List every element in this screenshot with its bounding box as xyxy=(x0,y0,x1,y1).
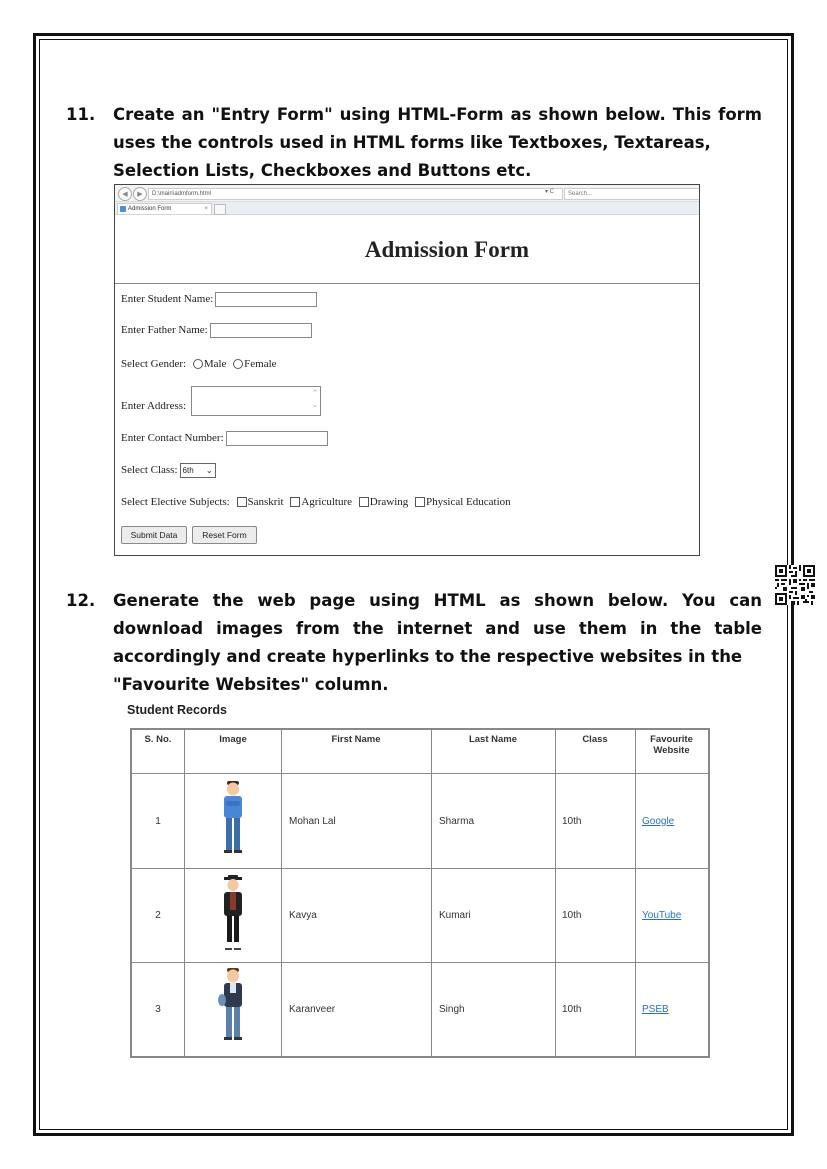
first-name: Karanveer xyxy=(282,963,432,1057)
student-image xyxy=(185,963,282,1057)
student-name-input[interactable] xyxy=(215,292,317,307)
reset-button[interactable]: Reset Form xyxy=(192,526,257,544)
admission-form-screenshot xyxy=(114,184,700,556)
divider xyxy=(115,283,699,284)
address-textarea[interactable] xyxy=(191,386,321,416)
agriculture-checkbox[interactable] xyxy=(290,497,300,507)
refresh-icon[interactable]: ▾ C xyxy=(545,189,555,195)
new-tab-button[interactable] xyxy=(214,204,226,215)
class-row: Select Class: 6th ⌄ xyxy=(121,463,216,478)
student-records-table xyxy=(130,728,710,1058)
website-link[interactable]: PSEB xyxy=(642,1003,669,1015)
contact-number-input[interactable] xyxy=(226,431,328,446)
column-header: Class xyxy=(556,729,636,774)
search-input[interactable]: Search... xyxy=(564,188,700,200)
page-icon xyxy=(120,206,126,212)
table-header-row xyxy=(131,729,709,774)
table-row xyxy=(131,869,709,963)
chevron-down-icon: ⌄ xyxy=(205,466,213,475)
physical-education-checkbox[interactable] xyxy=(415,497,425,507)
class: 10th xyxy=(556,869,636,963)
url-field[interactable]: D:\main\admform.html xyxy=(148,188,563,200)
student-image xyxy=(185,774,282,869)
father-name-input[interactable] xyxy=(210,323,312,338)
tab-admission-form[interactable]: Admission Form × xyxy=(117,203,212,214)
student-figure-icon xyxy=(218,875,248,953)
form-title: Admission Form xyxy=(364,237,530,262)
class-select[interactable]: 6th ⌄ xyxy=(180,463,216,478)
father-name-row: Enter Father Name: xyxy=(121,323,312,338)
qr-code-icon xyxy=(775,565,815,605)
question-number: 11. xyxy=(66,105,96,124)
textarea-scrollbar[interactable]: ⌃ ⌄ xyxy=(312,389,318,409)
close-icon[interactable]: × xyxy=(204,206,208,212)
column-header: Favourite Website xyxy=(636,729,710,774)
question-text: Create an "Entry Form" using HTML-Form as shown below. This form uses the controls used in HTML forms like Textboxes, Textareas, Selection Lists, Checkboxes and Buttons etc. xyxy=(113,105,762,180)
first-name: Mohan Lal xyxy=(282,774,432,869)
browser-tab-bar xyxy=(115,202,699,215)
last-name: Kumari xyxy=(432,869,556,963)
forward-icon[interactable]: ▶ xyxy=(133,187,147,201)
address-label: Enter Address: xyxy=(121,400,187,412)
serial-number: 3 xyxy=(131,963,185,1057)
back-icon[interactable]: ◀ xyxy=(118,187,132,201)
student-name-row: Enter Student Name: xyxy=(121,292,317,307)
student-figure-icon xyxy=(218,781,248,859)
contact-row: Enter Contact Number: xyxy=(121,431,328,446)
sanskrit-checkbox[interactable] xyxy=(237,497,247,507)
student-image xyxy=(185,869,282,963)
student-figure-icon xyxy=(217,968,249,1048)
column-header: S. No. xyxy=(131,729,185,774)
serial-number: 1 xyxy=(131,774,185,869)
question-text: Generate the web page using HTML as shown below. You can download images from the internet and use them in the table accordingly and create hyperlinks to the respective websites in the "Favourite Websites" column. xyxy=(113,591,762,694)
gender-male-radio[interactable] xyxy=(193,359,203,369)
subjects-row: Select Elective Subjects: Sanskrit Agriculture Drawing Physical Education xyxy=(121,496,511,508)
last-name: Sharma xyxy=(432,774,556,869)
browser-address-bar xyxy=(115,185,699,202)
column-header: First Name xyxy=(282,729,432,774)
gender-female-radio[interactable] xyxy=(233,359,243,369)
table-row xyxy=(131,774,709,869)
serial-number: 2 xyxy=(131,869,185,963)
website-link[interactable]: Google xyxy=(642,815,675,827)
column-header: Last Name xyxy=(432,729,556,774)
first-name: Kavya xyxy=(282,869,432,963)
column-header: Image xyxy=(185,729,282,774)
question-12 xyxy=(66,587,762,699)
gender-row: Select Gender: Male Female xyxy=(121,358,277,370)
last-name: Singh xyxy=(432,963,556,1057)
table-row xyxy=(131,963,709,1057)
submit-button[interactable]: Submit Data xyxy=(121,526,187,544)
website-link[interactable]: YouTube xyxy=(642,910,682,921)
class: 10th xyxy=(556,774,636,869)
table-caption: Student Records xyxy=(127,703,228,717)
question-number: 12. xyxy=(66,591,96,610)
question-11 xyxy=(66,101,762,185)
drawing-checkbox[interactable] xyxy=(359,497,369,507)
class: 10th xyxy=(556,963,636,1057)
